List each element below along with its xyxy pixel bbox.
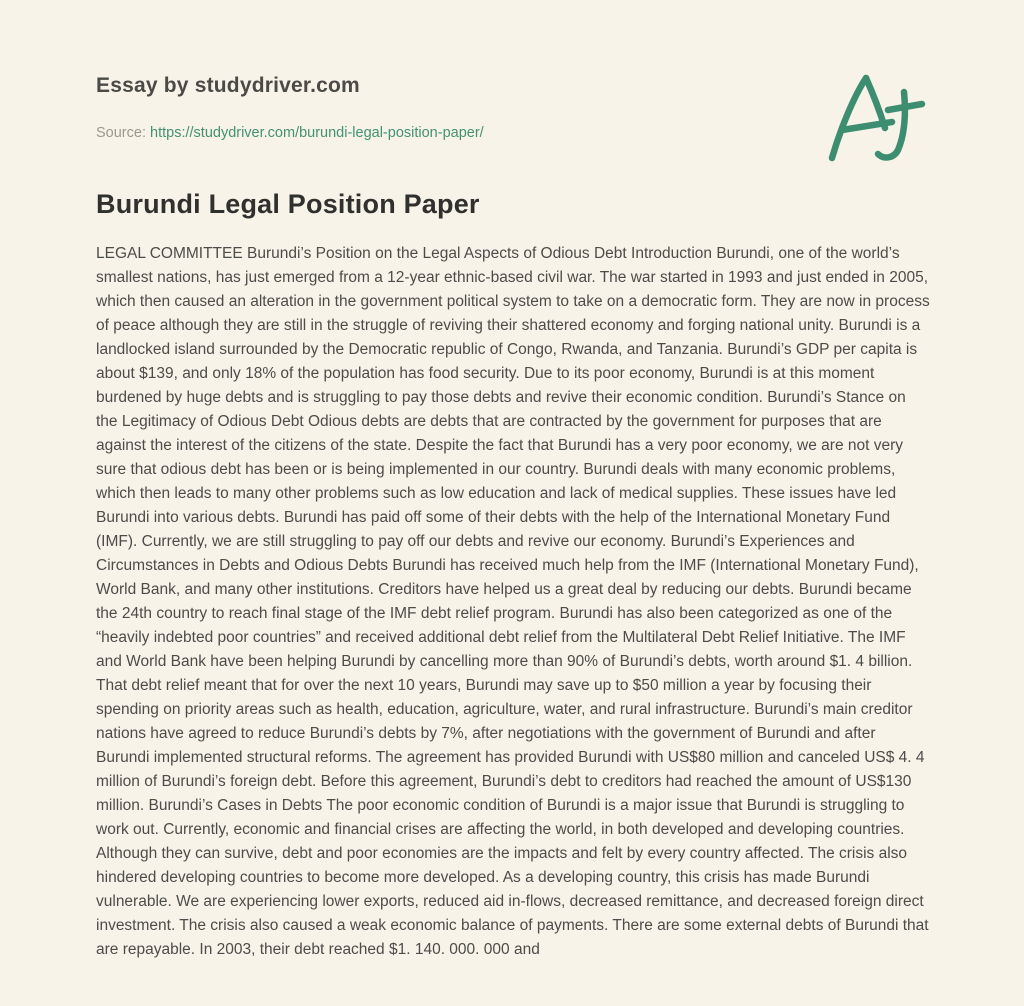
source-label: Source: — [96, 125, 146, 141]
document-title: Burundi Legal Position Paper — [96, 189, 480, 219]
source-line — [96, 125, 928, 141]
essay-header-title: Essay by studydriver.com — [96, 74, 360, 97]
source-link[interactable]: https://studydriver.com/burundi-legal-position-paper/ — [150, 125, 484, 141]
document-body: LEGAL COMMITTEE Burundi’s Position on the Legal Aspects of Odious Debt Introduction Burundi, one of the world’s smallest nations, has just emerged from a 12-year ethnic-based civil war. The war started in 1993 and just ended in 2005, which then caused an alteration in the government political system to take on a democratic form. They are now in process of peace although they are still in the struggle of reviving their shattered economy and forging national unity. Burundi is a landlocked island surrounded by the Democratic republic of Congo, Rwanda, and Tanzania. Burundi’s GDP per capita is about $139, and only 18% of the population has food security. Due to its poor economy, Burundi is at this moment burdened by huge debts and is struggling to pay those debts and revive their economic condition. Burundi’s Stance on the Legitimacy of Odious Debt Odious debts are debts that are contracted by the government for purposes that are against the interest of the citizens of the state. Despite the fact that Burundi has a very poor economy, we are not very sure that odious debt has been or is being implemented in our country. Burundi deals with many economic problems, which then leads to many other problems such as low education and lack of medical supplies. These issues have led Burundi into various debts. Burundi has paid off some of their debts with the help of the International Monetary Fund (IMF). Currently, we are still struggling to pay off our debts and revive our economy. Burundi’s Experiences and Circumstances in Debts and Odious Debts Burundi has received much help from the IMF (International Monetary Fund), World Bank, and many other institutions. Creditors have helped us a great deal by reducing our debts. Burundi became the 24th country to reach final stage of the IMF debt relief program. Burundi has also been categorized as one of the “heavily indebted poor countries” and received additional debt relief from the Multilateral Debt Relief Initiative. The IMF and World Bank have been helping Burundi by cancelling more than 90% of Burundi’s debts, worth around $1. 4 billion. That debt relief meant that for over the next 10 years, Burundi may save up to $50 million a year by focusing their spending on priority areas such as health, education, agriculture, water, and rural infrastructure. Burundi’s main creditor nations have agreed to reduce Burundi’s debts by 7%, after negotiations with the government of Burundi and after Burundi implemented structural reforms. The agreement has provided Burundi with US$80 million and canceled US$ 4. 4 million of Burundi’s foreign debt. Before this agreement, Burundi’s debt to creditors had reached the amount of US$130 million. Burundi’s Cases in Debts The poor economic condition of Burundi is a major issue that Burundi is struggling to work out. Currently, economic and financial crises are affecting the world, in both developed and developing countries. Although they can survive, debt and poor economies are the impacts and felt by every country affected. The crisis also hindered developing countries to become more developed. As a developing country, this crisis has made Burundi vulnerable. We are experiencing lower exports, reduced aid in-flows, decreased remittance, and decreased foreign direct investment. The crisis also caused a weak economic balance of payments. There are some external debts of Burundi that are repayable. In 2003, their debt reached $1. 140. 000. 000 and — [96, 245, 930, 958]
a-plus-logo-icon — [822, 68, 926, 168]
